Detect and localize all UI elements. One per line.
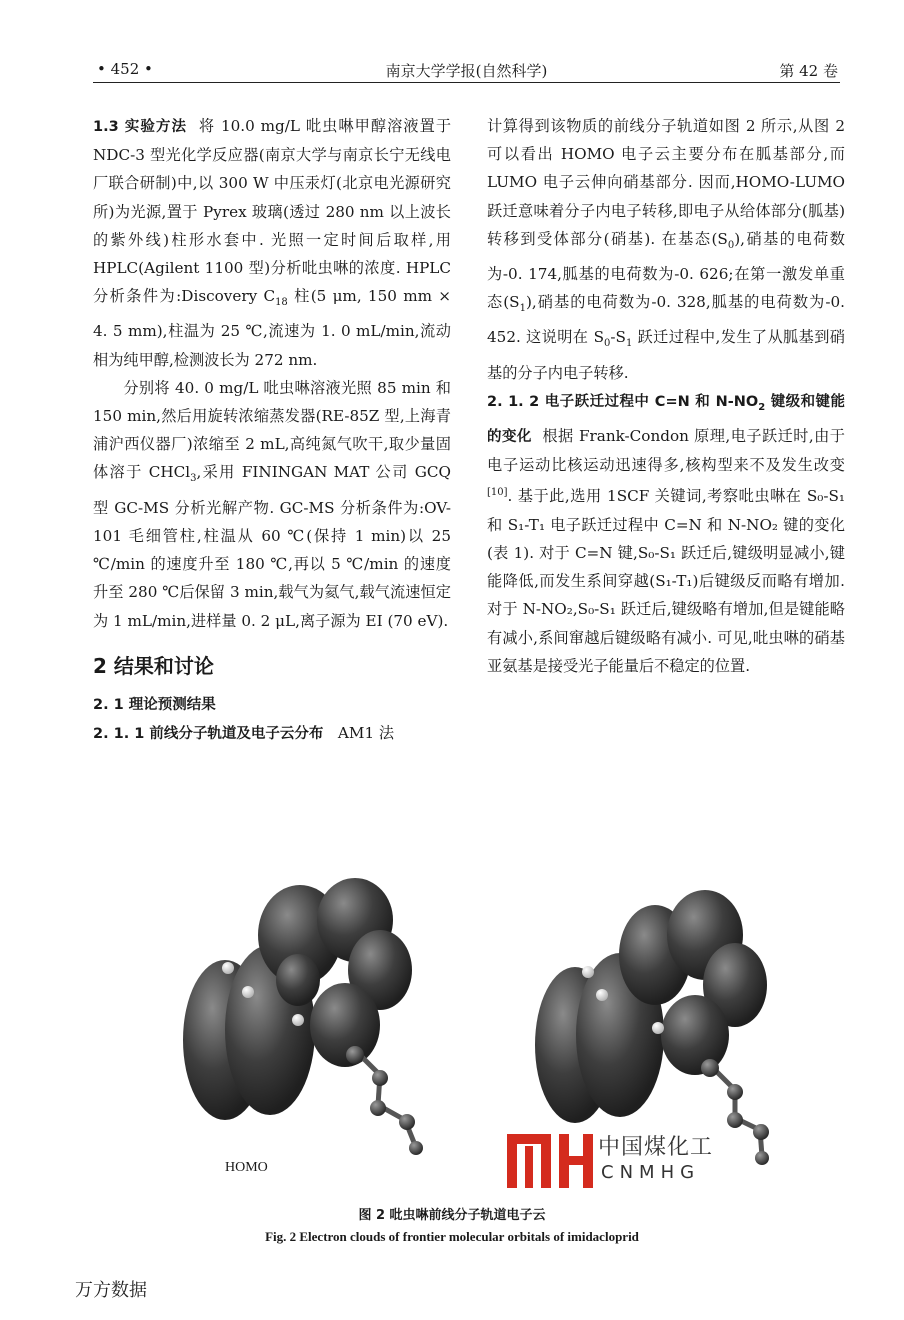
homo-atom-h1: [222, 962, 234, 974]
lumo-lobe-6: [661, 995, 729, 1075]
lumo-molecule: [535, 890, 769, 1165]
homo-atom-n1: [346, 1046, 364, 1064]
lumo-atom-n2: [727, 1084, 743, 1100]
subscript-s0b: 0: [604, 338, 611, 350]
am1-text: AM1 法: [337, 723, 395, 742]
subscript-chcl3: 3: [190, 473, 197, 485]
orbital-text-5: 跃迁过程中,发生了从胍基到硝基的分子内电子转移.: [487, 328, 845, 382]
lumo-atom-h1: [582, 966, 594, 978]
paragraph-orbitals: [487, 112, 845, 387]
left-column: [93, 112, 451, 748]
homo-atom-o2: [399, 1114, 415, 1130]
homo-atom-o1: [370, 1100, 386, 1116]
reference-10: [10]: [487, 487, 508, 499]
section-title-2: 2 结果和讨论: [93, 653, 214, 678]
subscript-c18: 18: [275, 297, 288, 309]
orbital-text-2: ),硝基的电荷数为-0. 174,胍基的电荷数为-0. 626;在第一激发单重态(S: [487, 229, 845, 312]
source-footer: 万方数据: [75, 1280, 147, 1301]
homo-label: HOMO: [225, 1160, 268, 1175]
subsection-heading-2-1: 2. 1 理论预测结果: [93, 696, 216, 713]
paragraph-2-1-2: [487, 387, 845, 680]
lumo-atom-o2: [753, 1124, 769, 1140]
subsection-heading-1-3: 1.3 实验方法: [93, 119, 188, 135]
subscript-s1b: 1: [625, 338, 633, 350]
volume-label: 第 42 卷: [779, 62, 838, 80]
watermark-cn: 中国煤化工: [598, 1135, 714, 1160]
lumo-atom-h3: [652, 1022, 664, 1034]
methods-text-cont: 柱(5 μm, 150 mm × 4. 5 mm),柱温为 25 ℃,流速为 1. 0 mL/min,流动相为纯甲醇,检测波长为 272 nm.: [93, 287, 451, 369]
orbital-text: 计算得到该物质的前线分子轨道如图 2 所示,从图 2 可以看出 HOMO 电子云主要分布在胍基部分,而 LUMO 电子云伸向硝基部分. 因而,HOMO-LUMO 跃迁意味着分子内电子转移,即电子从给体部分(胍基)转移到受体部分(硝基). 在基态(S: [487, 117, 845, 248]
franck-condon-text: 根据 Frank-Condon 原理,电子跃迁时,由于电子运动比核运动迅速得多,核构型来不及发生改变: [487, 427, 845, 475]
homo-atom-o3: [409, 1141, 423, 1155]
homo-lobe-7: [276, 954, 320, 1006]
orbital-text-3: ),硝基的电荷数为-0. 328,胍基的电荷数为-0. 452. 这说明在 S: [487, 293, 845, 347]
subscript-s1: 1: [519, 303, 526, 315]
heading-2-1-2-a: 2. 1. 2 电子跃迁过程中 C=N 和 N-NO: [487, 393, 759, 410]
subscript-s0: 0: [727, 239, 735, 251]
gcms-text-cont: ,采用 FININGAN MAT 公司 GCQ 型 GC-MS 分析光解产物. GC-MS 分析条件为:OV-101 毛细管柱,柱温从 60 ℃(保持 1 min)以 25 ℃/min 的速度升至 180 ℃,再以 5 ℃/min 的速度升至 280 ℃后保留 3 min,载气为氦气,载气流速恒定为 1 mL/min,进样量 0. 2 μL,离子源为 EI (70 eV).: [93, 463, 451, 630]
paragraph-2-1-1: [93, 719, 451, 748]
figure-caption-cn: 图 2 吡虫啉前线分子轨道电子云: [358, 1208, 546, 1223]
franck-condon-text-cont: . 基于此,选用 1SCF 关键词,考察吡虫啉在 S₀-S₁ 和 S₁-T₁ 电子跃迁过程中 C=N 和 N-NO₂ 键的变化(表 1). 对于 C=N 键,S₀-S₁ 跃迁后,键级明显减小,键能降低,而发生系间穿越(S₁-T₁)后键级反而略有增加. 对于 N-NO₂,S₀-S₁ 跃迁后,键级略有增加,但是键能略有减小,系间窜越后键级略有减小. 可见,吡虫啉的硝基亚氨基是接受光子能量后不稳定的位置.: [487, 487, 845, 675]
homo-atom-h3: [292, 1014, 304, 1026]
orbital-text-4: -S: [610, 328, 626, 347]
watermark-logo: [505, 1128, 597, 1190]
subscript-no2: 2: [758, 401, 766, 413]
gcms-text: 分别将 40. 0 mg/L 吡虫啉溶液光照 85 min 和 150 min,然后用旋转浓缩蒸发器(RE-85Z 型,上海青浦沪西仪器厂)浓缩至 2 mL,高纯氮气吹干,取少量固体溶于 CHCl: [93, 378, 451, 482]
lumo-atom-n1: [701, 1059, 719, 1077]
lumo-atom-o1: [727, 1112, 743, 1128]
paragraph-methods: [93, 112, 451, 374]
homo-atom-n2: [372, 1070, 388, 1086]
right-column: [487, 112, 845, 680]
journal-title: 南京大学学报(自然科学): [385, 62, 548, 80]
watermark: [505, 1128, 715, 1190]
methods-text: 将 10.0 mg/L 吡虫啉甲醇溶液置于 NDC-3 型光化学反应器(南京大学与南京长宁无线电厂联合研制)中,以 300 W 中压汞灯(北京电光源研究所)为光源,置于 Pyrex 玻璃(透过 280 nm 以上波长的紫外线)柱形水套中. 光照一定时间后取样,用 HPLC(Agilent 1100 型)分析吡虫啉的浓度. HPLC 分析条件为:Discovery C: [93, 117, 452, 306]
homo-lobe-6: [310, 983, 380, 1067]
watermark-en: CNMHG: [601, 1162, 701, 1183]
subsection-heading-2-1-1: 2. 1. 1 前线分子轨道及电子云分布: [93, 725, 324, 742]
paragraph-gcms: [93, 374, 451, 635]
figure-caption-en: Fig. 2 Electron clouds of frontier molecular orbitals of imidacloprid: [265, 1229, 639, 1244]
lumo-atom-o3: [755, 1151, 769, 1165]
homo-molecule: [183, 878, 423, 1155]
heading-2-1-2-b: 键级和键能的变化: [487, 393, 845, 446]
page-number: • 452 •: [97, 60, 153, 78]
homo-atom-h2: [242, 986, 254, 998]
page-header: [93, 52, 840, 83]
lumo-atom-h2: [596, 989, 608, 1001]
